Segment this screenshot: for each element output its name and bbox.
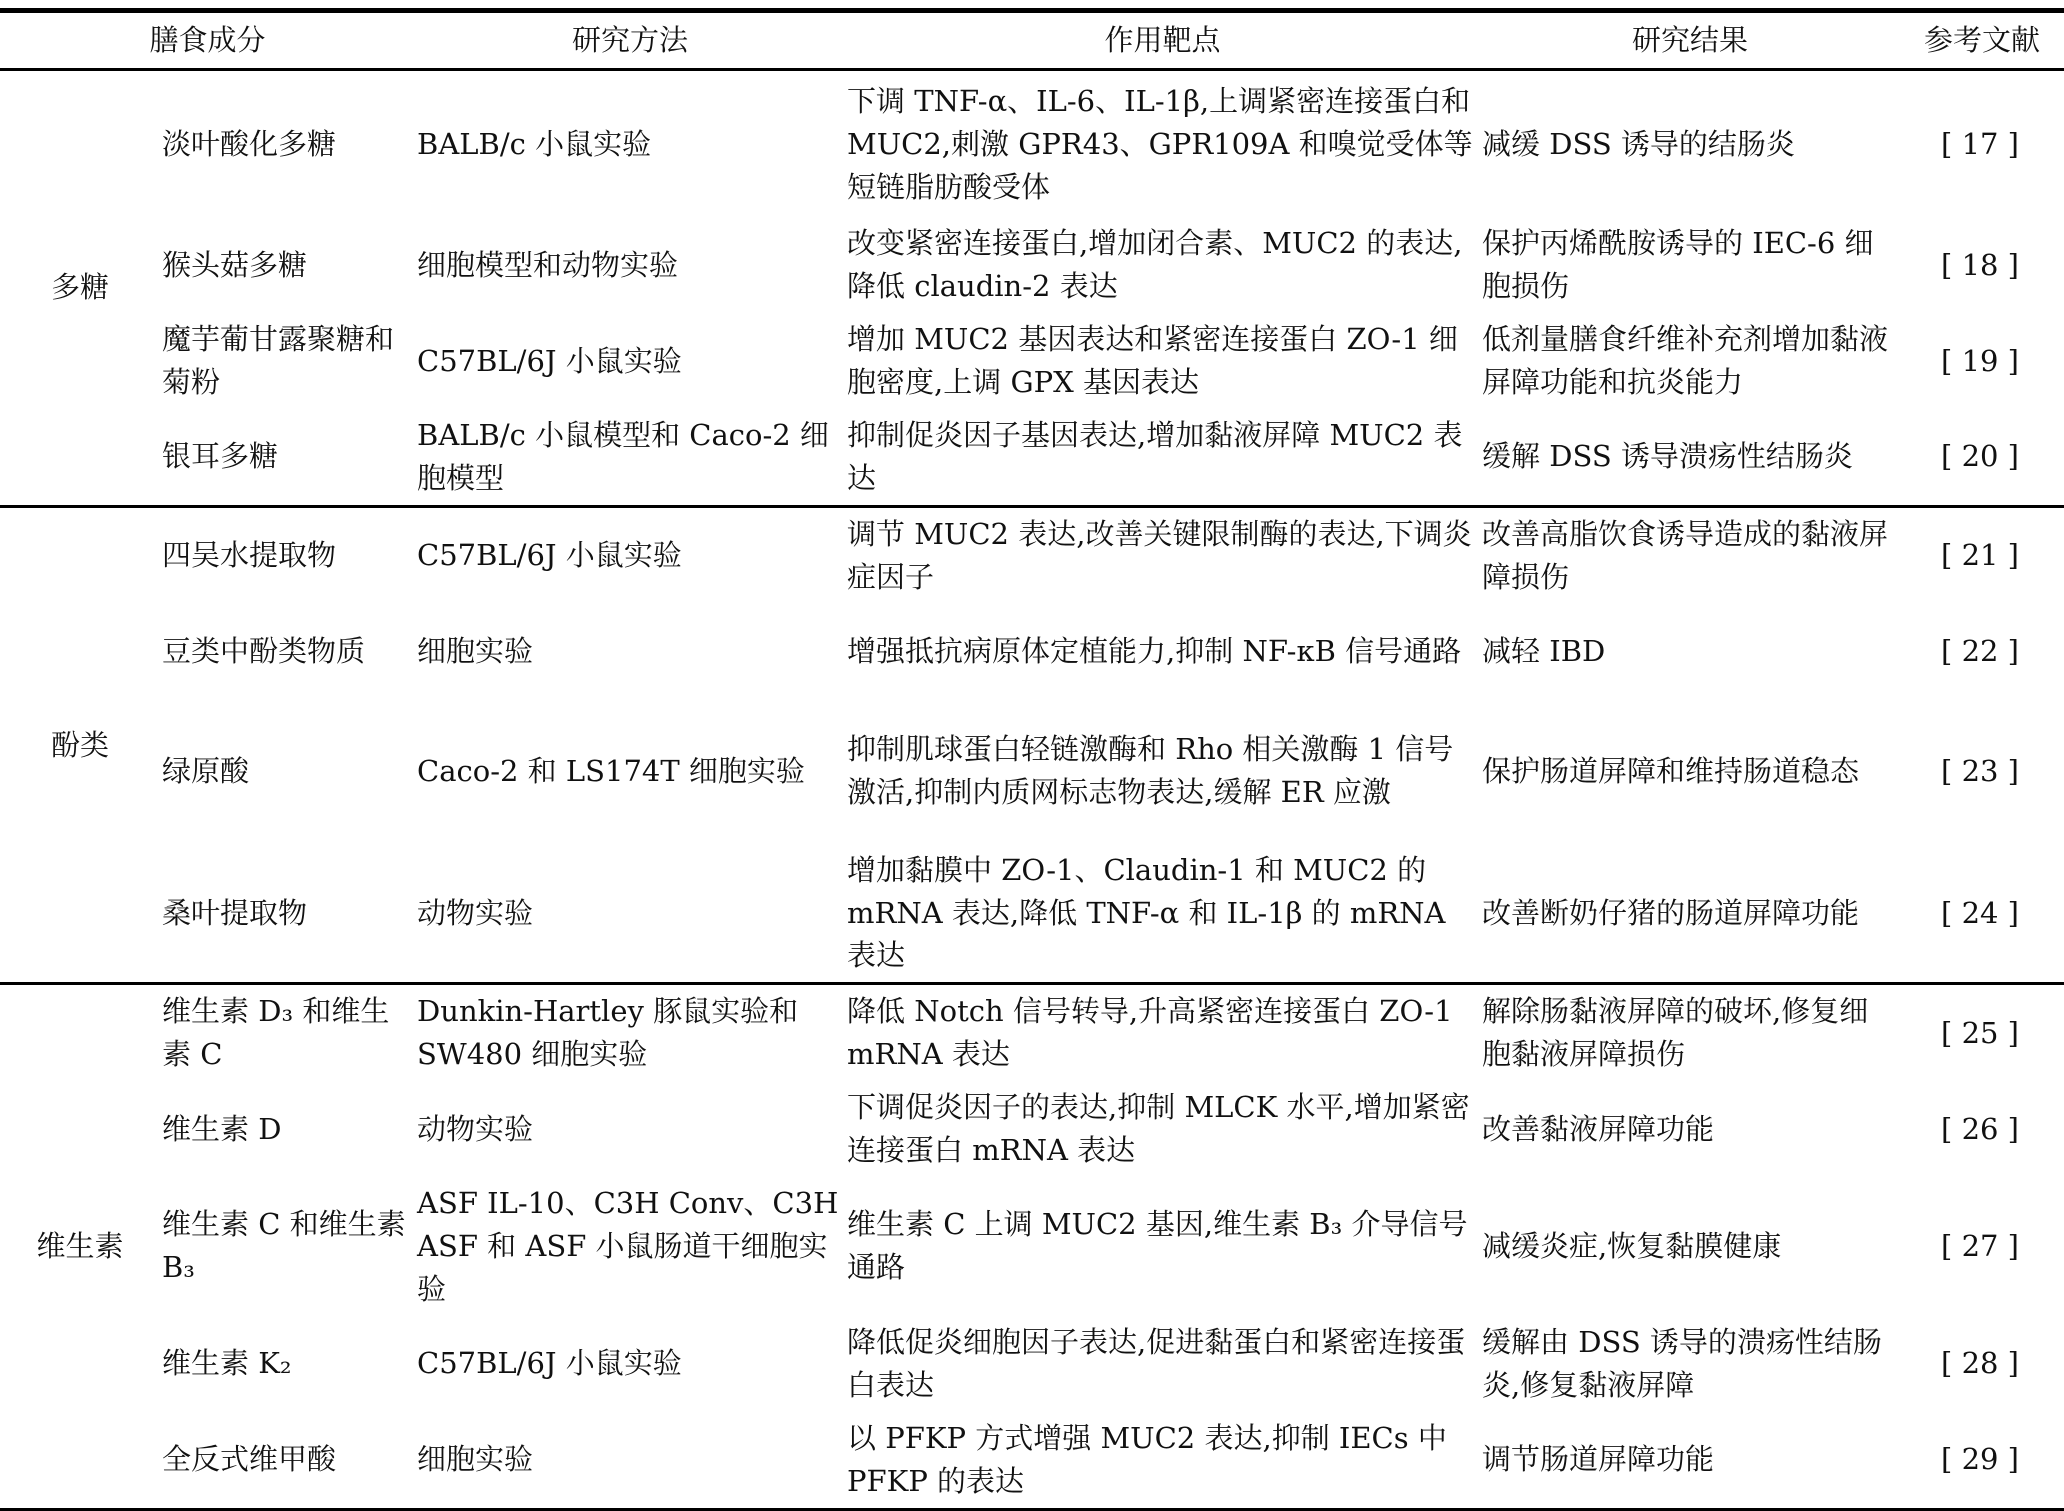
cell-target: 抑制促炎因子基因表达,增加黏液屏障 MUC2 表达 <box>847 418 1463 495</box>
cell-target: 下调促炎因子的表达,抑制 MLCK 水平,增加紧密连接蛋白 mRNA 表达 <box>847 1090 1470 1168</box>
cell-reference: [ 26 ] <box>1941 1111 2019 1146</box>
cell-target: 改变紧密连接蛋白,增加闭合素、MUC2 的表达,降低 claudin-2 表达 <box>847 226 1463 304</box>
cell-reference: [ 23 ] <box>1941 753 2019 788</box>
cell-reference: [ 17 ] <box>1941 126 2019 161</box>
cell-method: ASF IL-10、C3H Conv、C3H ASF 和 ASF 小鼠肠道干细胞实验 <box>417 1186 839 1306</box>
cell-component: 银耳多糖 <box>162 439 279 474</box>
cell-target: 维生素 C 上调 MUC2 基因,维生素 B₃ 介导信号通路 <box>847 1207 1468 1285</box>
cell-result: 减缓炎症,恢复黏膜健康 <box>1482 1228 1782 1263</box>
header-row <box>0 11 2064 70</box>
cell-reference: [ 25 ] <box>1900 984 2064 1081</box>
cell-result: 保护丙烯酰胺诱导的 IEC-6 细胞损伤 <box>1482 226 1874 304</box>
cell-component: 猴头菇多糖 <box>162 247 308 282</box>
cell-target: 以 PFKP 方式增强 MUC2 表达,抑制 IECs 中 PFKP 的表达 <box>847 1420 1447 1498</box>
cell-result: 解除肠黏液屏障的破坏,修复细胞黏液屏障损伤 <box>1480 984 1900 1081</box>
cell-target: 下调 TNF-α、IL-6、IL-1β,上调紧密连接蛋白和 MUC2,刺激 GPR43、GPR109A 和嗅觉受体等短链脂肪酸受体 <box>847 83 1473 204</box>
table-row <box>0 409 2064 506</box>
cell-component: 四吴水提取物 <box>160 506 415 603</box>
cell-reference: [ 21 ] <box>1900 506 2064 603</box>
cell-result: 改善高脂饮食诱导造成的黏液屏障损伤 <box>1480 506 1900 603</box>
cell-method: BALB/c 小鼠模型和 Caco-2 细胞模型 <box>417 418 829 495</box>
table-row <box>0 1081 2064 1177</box>
cell-target: 抑制肌球蛋白轻链激酶和 Rho 相关激酶 1 信号激活,抑制内质网标志物表达,缓解 ER 应激 <box>847 732 1454 810</box>
cell-component: 维生素 D <box>162 1111 282 1146</box>
table-row <box>0 1316 2064 1412</box>
cell-component: 维生素 K₂ <box>162 1346 292 1381</box>
cell-reference: [ 20 ] <box>1941 439 2019 474</box>
cell-method: C57BL/6J 小鼠实验 <box>417 343 682 378</box>
table-row <box>0 69 2064 217</box>
cell-result: 减缓 DSS 诱导的结肠炎 <box>1482 126 1795 161</box>
cell-reference: [ 22 ] <box>1941 633 2019 668</box>
cell-result: 改善黏液屏障功能 <box>1482 1111 1715 1146</box>
table-row <box>0 506 2064 603</box>
cell-component: 淡叶酸化多糖 <box>162 126 337 161</box>
cell-method: 细胞实验 <box>417 1442 534 1477</box>
header-reference: 参考文献 <box>1900 11 2064 70</box>
cell-result: 低剂量膳食纤维补充剂增加黏液屏障功能和抗炎能力 <box>1482 322 1889 400</box>
cell-target: 调节 MUC2 表达,改善关键限制酶的表达,下调炎症因子 <box>845 506 1480 603</box>
cell-reference: [ 19 ] <box>1941 343 2019 378</box>
group-label-vitamins: 维生素 <box>0 984 160 1510</box>
table-row <box>0 1412 2064 1510</box>
cell-component: 维生素 D₃ 和维生素 C <box>160 984 415 1081</box>
header-research-result: 研究结果 <box>1480 11 1900 70</box>
cell-target: 降低促炎细胞因子表达,促进黏蛋白和紧密连接蛋白表达 <box>847 1324 1466 1402</box>
cell-method: C57BL/6J 小鼠实验 <box>415 506 845 603</box>
cell-target: 增加 MUC2 基因表达和紧密连接蛋白 ZO-1 细胞密度,上调 GPX 基因表达 <box>847 322 1458 400</box>
cell-component: 桑叶提取物 <box>162 895 308 930</box>
cell-reference: [ 18 ] <box>1941 247 2019 282</box>
cell-result: 缓解由 DSS 诱导的溃疡性结肠炎,修复黏液屏障 <box>1482 1324 1882 1402</box>
header-dietary-component: 膳食成分 <box>0 11 415 70</box>
cell-target: 增强抵抗病原体定植能力,抑制 NF-κB 信号通路 <box>847 633 1462 668</box>
cell-component: 豆类中酚类物质 <box>162 633 366 668</box>
header-research-method: 研究方法 <box>415 11 845 70</box>
table-row <box>0 1177 2064 1316</box>
cell-reference: [ 28 ] <box>1941 1346 2019 1381</box>
table-row <box>0 217 2064 313</box>
cell-result: 调节肠道屏障功能 <box>1482 1442 1715 1477</box>
cell-method: Dunkin-Hartley 豚鼠实验和 SW480 细胞实验 <box>415 984 845 1081</box>
cell-method: 动物实验 <box>417 895 534 930</box>
group-label-polysaccharide: 多糖 <box>50 270 109 305</box>
cell-reference: [ 29 ] <box>1941 1442 2019 1477</box>
cell-result: 缓解 DSS 诱导溃疡性结肠炎 <box>1482 439 1853 474</box>
group-label-phenols: 酚类 <box>0 506 160 984</box>
cell-method: Caco-2 和 LS174T 细胞实验 <box>417 753 805 788</box>
table-row <box>0 844 2064 984</box>
cell-component: 全反式维甲酸 <box>162 1442 337 1477</box>
cell-reference: [ 27 ] <box>1941 1228 2019 1263</box>
dietary-components-table <box>0 8 2064 1511</box>
cell-target: 降低 Notch 信号转导,升高紧密连接蛋白 ZO-1 mRNA 表达 <box>845 984 1480 1081</box>
cell-method: BALB/c 小鼠实验 <box>417 126 652 161</box>
cell-method: 细胞模型和动物实验 <box>417 247 679 282</box>
cell-component: 维生素 C 和维生素 B₃ <box>162 1207 406 1285</box>
header-action-target: 作用靶点 <box>845 11 1480 70</box>
cell-result: 保护肠道屏障和维持肠道稳态 <box>1482 753 1860 788</box>
table-row <box>0 604 2064 699</box>
table-row <box>0 699 2064 844</box>
cell-target: 增加黏膜中 ZO-1、Claudin-1 和 MUC2 的 mRNA 表达,降低 TNF-α 和 IL-1β 的 mRNA 表达 <box>847 852 1446 973</box>
cell-result: 减轻 IBD <box>1482 633 1606 668</box>
cell-component: 魔芋葡甘露聚糖和菊粉 <box>162 322 395 400</box>
cell-method: 动物实验 <box>417 1111 534 1146</box>
table-row <box>0 313 2064 409</box>
cell-result: 改善断奶仔猪的肠道屏障功能 <box>1482 895 1860 930</box>
cell-method: C57BL/6J 小鼠实验 <box>417 1346 682 1381</box>
cell-component: 绿原酸 <box>162 753 250 788</box>
cell-reference: [ 24 ] <box>1941 895 2019 930</box>
table-row <box>0 984 2064 1081</box>
cell-method: 细胞实验 <box>417 633 534 668</box>
